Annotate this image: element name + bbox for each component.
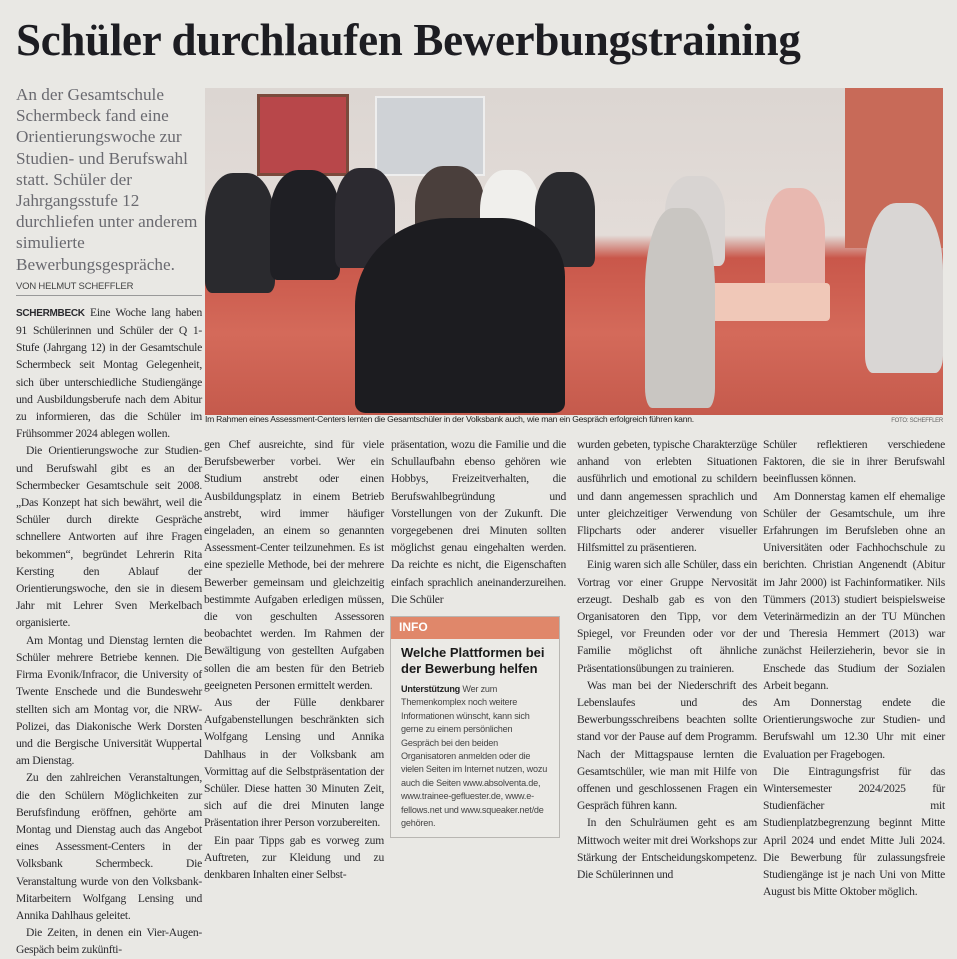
student-figure	[270, 170, 340, 280]
paragraph: Was man bei der Niederschrift des Lebenslaufes und des Bewerbungsschreibens beachten sollte stand vor der Pause auf dem Programm. Nach der Mittagspause lernten die Gesamtschüler, wie man mit Hilfe von offenen und geschlossenen Fragen ein Gespräch führen kann.	[577, 678, 757, 813]
article-column-4	[577, 436, 757, 883]
article-column-5	[763, 436, 945, 900]
paragraph: Einig waren sich alle Schüler, dass ein Vortrag vor einer Gruppe Nervosität erzeugt. Deshalb gab es von den Organisatoren den Tipp, vor dem Spiegel, vor Freunden oder vor der Familie möglichst oft ähnliche Präsentationsübungen zu trainieren.	[577, 558, 757, 675]
paragraph: wurden gebeten, typische Charakterzüge anhand von erlebten Situationen ausführlich und emotional zu schildern und dann angemessen sprachlich und unter gleichzeitiger Verwendung von Flipcharts oder anderer visueller Hilfsmittel zu präsentieren.	[577, 438, 757, 555]
paragraph	[16, 304, 202, 443]
paragraph: Ein paar Tipps gab es vorweg zum Auftreten, zur Kleidung und zu denkbaren Inhalten einer Selbst-	[204, 833, 384, 882]
paragraph: In den Schulräumen geht es am Mittwoch weiter mit drei Workshops zur Stärkung der Entscheidungskompetenz. Die Schülerinnen und	[577, 816, 757, 882]
article-column-1	[16, 304, 202, 959]
dateline: SCHERMBECK	[16, 307, 85, 319]
paragraph: Die Eintragungsfrist für das Wintersemester 2024/2025 für Studienfächer mit Studienplatzbegrenzung beginnt Mitte April 2024 und endet Mitte Juli 2024. Die Bewerbung für zulassungsfreie Studiengänge ist je nach Uni von Mitte August bis Mitte Oktober möglich.	[763, 764, 945, 899]
article-column-2	[204, 436, 384, 883]
photo-caption	[205, 414, 943, 425]
info-body	[391, 683, 559, 830]
paragraph: Aus der Fülle denkbarer Aufgabenstellungen beschränkten sich Wolfgang Lensing und Annika Dahlhaus in der Volksbank am Vormittag auf die Selbstpräsentation der Schüler. Diese hatten 30 Minuten Zeit, sich auf die drei Minuten lange Präsentation ihrer Person vorzubereiten.	[204, 696, 384, 830]
info-title: Welche Plattformen bei der Bewerbung helfen	[401, 645, 545, 677]
left-column	[16, 84, 202, 959]
headline: Schüler durchlaufen Bewerbungstraining	[16, 15, 801, 65]
paragraph: Schüler reflektieren verschiedene Faktoren, die sie in ihrer Berufswahl beeinflussen können.	[763, 438, 945, 486]
wall-painting	[257, 94, 349, 176]
article-column-3	[391, 436, 566, 608]
paragraph: Am Donnerstag endete die Orientierungswoche zur Studien- und Berufswahl um 12.30 Uhr mit einer Evaluation per Fragebogen.	[763, 696, 945, 761]
photo-credit: FOTO: SCHEFFLER	[891, 418, 943, 424]
student-figure	[865, 203, 943, 373]
window	[375, 96, 485, 176]
byline: VON HELMUT SCHEFFLER	[16, 281, 202, 296]
paragraph: Die Zeiten, in denen ein Vier-Augen-Gespäch beim zukünfti-	[16, 926, 202, 957]
column-3-wrapper	[391, 436, 566, 838]
student-figure	[765, 188, 825, 298]
paragraph: Am Donnerstag kamen elf ehemalige Schüler der Gesamtschule, um ihre Erfahrungen im Berufsleben ohne an Universitäten oder Fachhochschule zu berichten. Christian Angenendt (Abitur im Jahr 2000) ist Fachinformatiker. Nils Tümmers (2013) studiert beispielsweise Veterinärmedizin an der TU München und Theresia Hemmert (2013) war zunächst Heilerzieherin, bevor sie in Enschede das Studium der Sozialen Arbeit begann.	[763, 489, 945, 692]
student-figure	[205, 173, 275, 293]
student-figure	[645, 208, 715, 408]
paragraph: gen Chef ausreichte, sind für viele Berufsbewerber vorbei. Wer ein Studium anstrebt oder einen Ausbildungsplatz in einem Betrieb anstrebt, wird immer häufiger eingeladen, an einem so genannten Assessment-Center teilzunehmen. Es ist eine spezielle Methode, bei der mehrere Bewerber gemeinsam und gleichzeitig bestimmte Aufgaben erledigen müssen, die von geschulten Assessoren beobachtet werden. Im Rahmen der Bewältigung von gestellten Aufgaben sollen die am besten für den Betrieb geeigneten Personen ermittelt werden.	[204, 438, 384, 692]
paragraph: präsentation, wozu die Familie und die Schullaufbahn ebenso gehören wie Hobbys, Freizeitverhalten, die Berufswahlbegründung und Vorstellungen von der Zukunft. Die vorgegebenen drei Minuten sollten möglichst genau eingehalten werden. Da reichte es nicht, die Eigenschaften einfach sprachlich aneinanderzureihen. Die Schüler	[391, 438, 566, 606]
caption-text: Im Rahmen eines Assessment-Centers lernten die Gesamtschüler in der Volksbank auch, wie man ein Gespräch erfolgreich führen kann.	[205, 414, 694, 424]
info-box	[390, 616, 560, 837]
info-lead: Unterstützung	[401, 684, 461, 695]
student-presenting	[355, 218, 565, 413]
article-photo	[205, 88, 943, 415]
info-text: Wer zum Themenkomplex noch weitere Informationen wünscht, kann sich gerne zu einem persönlichen Gespräch bei den beiden Organisatoren anmelden oder die vielen Seiten im Internet nutzen, wozu auch die Seiten www.absolventa.de, www.trainee-gefluester.de, www.e-fellows.net und www.squeaker.net/de gehören.	[401, 684, 548, 829]
intro-text: An der Gesamtschule Schermbeck fand eine Orientierungswoche zur Studien- und Berufswahl statt. Schüler der Jahrgangsstufe 12 durchliefen unter anderem simulierte Bewerbungsgespräche.	[16, 85, 198, 274]
paragraph: Zu den zahlreichen Veranstaltungen, die den Schülern Möglichkeiten zur Berufsfindung eröffnen, gehörte am Montag und Dienstag auch das Angebot eines Assessment-Centers in der Volksbank Schermbeck. Die Veranstaltung wurde von den Volksbank-Mitarbeitern Wolfgang Lensing und Annika Dahlhaus geleitet.	[16, 771, 202, 922]
paragraph: Die Orientierungswoche zur Studien- und Berufswahl gibt es an der Schermbecker Gesamtschule seit 2008. „Das Konzept hat sich bewährt, weil die Schüler durch direkte Gespräche schnellere Antworten auf ihre Fragen bekommen“, begründet Lehrerin Rita Kersting den Ablauf der Orientierungswoche, den sie in diesem Jahr mit Lehrer Sven Merkelbach organisierte.	[16, 444, 202, 630]
paragraph: Am Montag und Dienstag lernten die Schüler mehrere Betriebe kennen. Die Firma Evonik/Infracor, die University of Twente Enschede und die Bundeswehr stellten sich am Montag vor, die NRW-Polizei, das Diakonische Werk Dorsten und die Bergische Universität Wuppertal am Dienstag.	[16, 633, 202, 768]
info-tag: INFO	[391, 617, 559, 639]
paragraph-text: Eine Woche lang haben 91 Schülerinnen und Schüler der Q 1-Stufe (Jahrgang 12) in der Gesamtschule Schermbeck seit Montag Gelegenheit, sich über unterschiedliche Studiengänge und Ausbildungsberufe nach dem Abitur zu informieren, das die Schüler im Frühsommer 2024 ablegen wollen.	[16, 305, 202, 441]
